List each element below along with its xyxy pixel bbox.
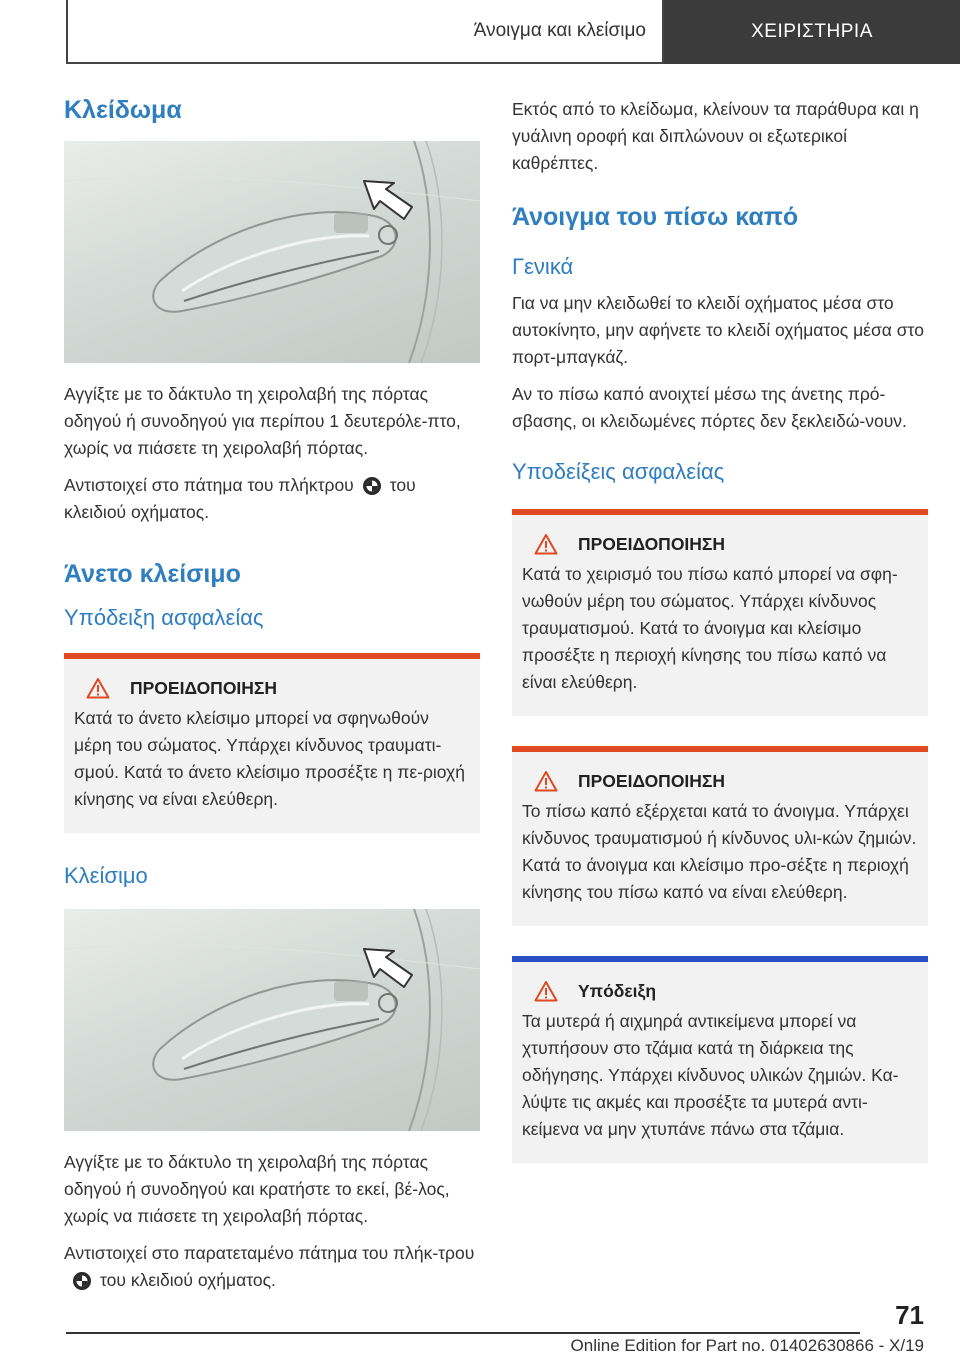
locking-button-reference xyxy=(64,472,480,526)
key-lock-button-icon xyxy=(362,476,382,496)
warning-title: ΠΡΟΕΙΔΟΠΟΙΗΣΗ xyxy=(578,533,726,554)
tailgate-heading: Άνοιγμα του πίσω καπό xyxy=(512,203,799,231)
footer-divider xyxy=(66,1332,860,1334)
header-chapter-title: ΧΕΙΡΙΣΤΗΡΙΑ xyxy=(664,0,960,64)
header-section-title: Άνοιγμα και κλείσιμο xyxy=(66,0,664,64)
door-handle-photo xyxy=(64,141,480,363)
general-paragraph-2: Αν το πίσω καπό ανοιχτεί μέσω της άνετης πρό-σβασης, οι κλειδωμένες πόρτες δεν ξεκλειδώ-νουν. xyxy=(512,384,907,431)
tailgate-safety-subheading: Υποδείξεις ασφαλείας xyxy=(512,459,725,484)
closing-instruction: Αγγίξτε με το δάκτυλο τη χειρολαβή της πόρτας οδηγού ή συνοδηγού και κρατήστε το εκεί, βέ-λος, χωρίς να πιάσετε τη χειρολαβή πόρτας. xyxy=(64,1152,450,1226)
key-lock-button-icon xyxy=(72,1271,92,1291)
locking-instruction: Αγγίξτε με το δάκτυλο τη χειρολαβή της πόρτας οδηγού ή συνοδηγού για περίπου 1 δευτερόλε-πτο, χωρίς να πιάσετε τη χειρολαβή πόρτας. xyxy=(64,384,461,458)
footer-edition: Online Edition for Part no. 01402630866 - X/19 xyxy=(570,1336,924,1355)
right-column xyxy=(512,96,928,1193)
comfort-closing-heading: Άνετο κλείσιμο xyxy=(64,560,241,588)
warning-triangle-icon xyxy=(534,770,558,792)
warning-triangle-icon xyxy=(86,677,110,699)
warning-triangle-icon xyxy=(534,980,558,1002)
note-title: Υπόδειξη xyxy=(578,980,657,1001)
comfort-safety-subheading: Υπόδειξη ασφαλείας xyxy=(64,605,264,630)
warning-text: Το πίσω καπό εξέρχεται κατά το άνοιγμα. Υπάρχει κίνδυνος τραυματισμού ή κίνδυνος υλι-κών ζημιών. Κατά το άνοιγμα και κλείσιμο προ-σέξτε η περιοχή κίνησης του πίσω καπό να είναι ελεύθερη. xyxy=(522,801,917,902)
closing-ref-text-b: του κλειδιού οχήματος. xyxy=(100,1270,276,1290)
locking-ref-text-b: του κλειδιού οχήματος. xyxy=(64,475,416,522)
page-number: 71 xyxy=(895,1300,924,1330)
closing-subheading: Κλείσιμο xyxy=(64,863,148,888)
warning-triangle-icon xyxy=(534,533,558,555)
note-text: Τα μυτερά ή αιχμηρά αντικείμενα μπορεί να χτυπήσουν στο τζάμια κατά τη διάρκεια της οδήγησης. Υπάρχει κίνδυνος υλικών ζημιών. Κα-λύψτε τις ακμές και προσέξτε τα μυτερά αντι-κείμενα να μην χτυπάνε πάνω στα τζάμια. xyxy=(522,1011,899,1139)
door-handle-photo-closing xyxy=(64,909,480,1131)
warning-box-tailgate-1 xyxy=(512,509,928,716)
closing-button-reference xyxy=(64,1240,480,1294)
general-paragraph-1: Για να μην κλειδωθεί το κλειδί οχήματος μέσα στο αυτοκίνητο, μην αφήνετε το κλειδί οχήματος μέσα στο πορτ-μπαγκάζ. xyxy=(512,293,924,367)
warning-text: Κατά το άνετο κλείσιμο μπορεί να σφηνωθούν μέρη του σώματος. Υπάρχει κίνδυνος τραυματι-σμού. Κατά το άνετο κλείσιμο προσέξτε η πε-ριοχή κίνησης να είναι ελεύθερη. xyxy=(74,708,465,809)
warning-title: ΠΡΟΕΙΔΟΠΟΙΗΣΗ xyxy=(130,677,278,698)
locking-intro-text: Εκτός από το κλείδωμα, κλείνουν τα παράθυρα και η γυάλινη οροφή και διπλώνουν οι εξωτερικοί καθρέπτες. xyxy=(512,99,919,173)
warning-text: Κατά το χειρισμό του πίσω καπό μπορεί να σφη-νωθούν μέρη του σώματος. Υπάρχει κίνδυνος τραυματισμού. Κατά το άνοιγμα και κλείσιμο προσέξτε η περιοχή κίνησης του πίσω καπό να είναι ελεύθερη. xyxy=(522,564,898,692)
warning-box-tailgate-2 xyxy=(512,746,928,926)
general-subheading: Γενικά xyxy=(512,254,574,279)
note-box xyxy=(512,956,928,1163)
left-column xyxy=(64,96,480,1304)
locking-ref-text-a: Αντιστοιχεί στο πάτημα του πλήκτρου xyxy=(64,475,354,495)
warning-title: ΠΡΟΕΙΔΟΠΟΙΗΣΗ xyxy=(578,770,726,791)
locking-heading: Κλείδωμα xyxy=(64,96,182,124)
closing-ref-text-a: Αντιστοιχεί στο παρατεταμένο πάτημα του πλήκ-τρου xyxy=(64,1243,475,1263)
page-header xyxy=(66,0,960,64)
warning-box-comfort xyxy=(64,653,480,833)
